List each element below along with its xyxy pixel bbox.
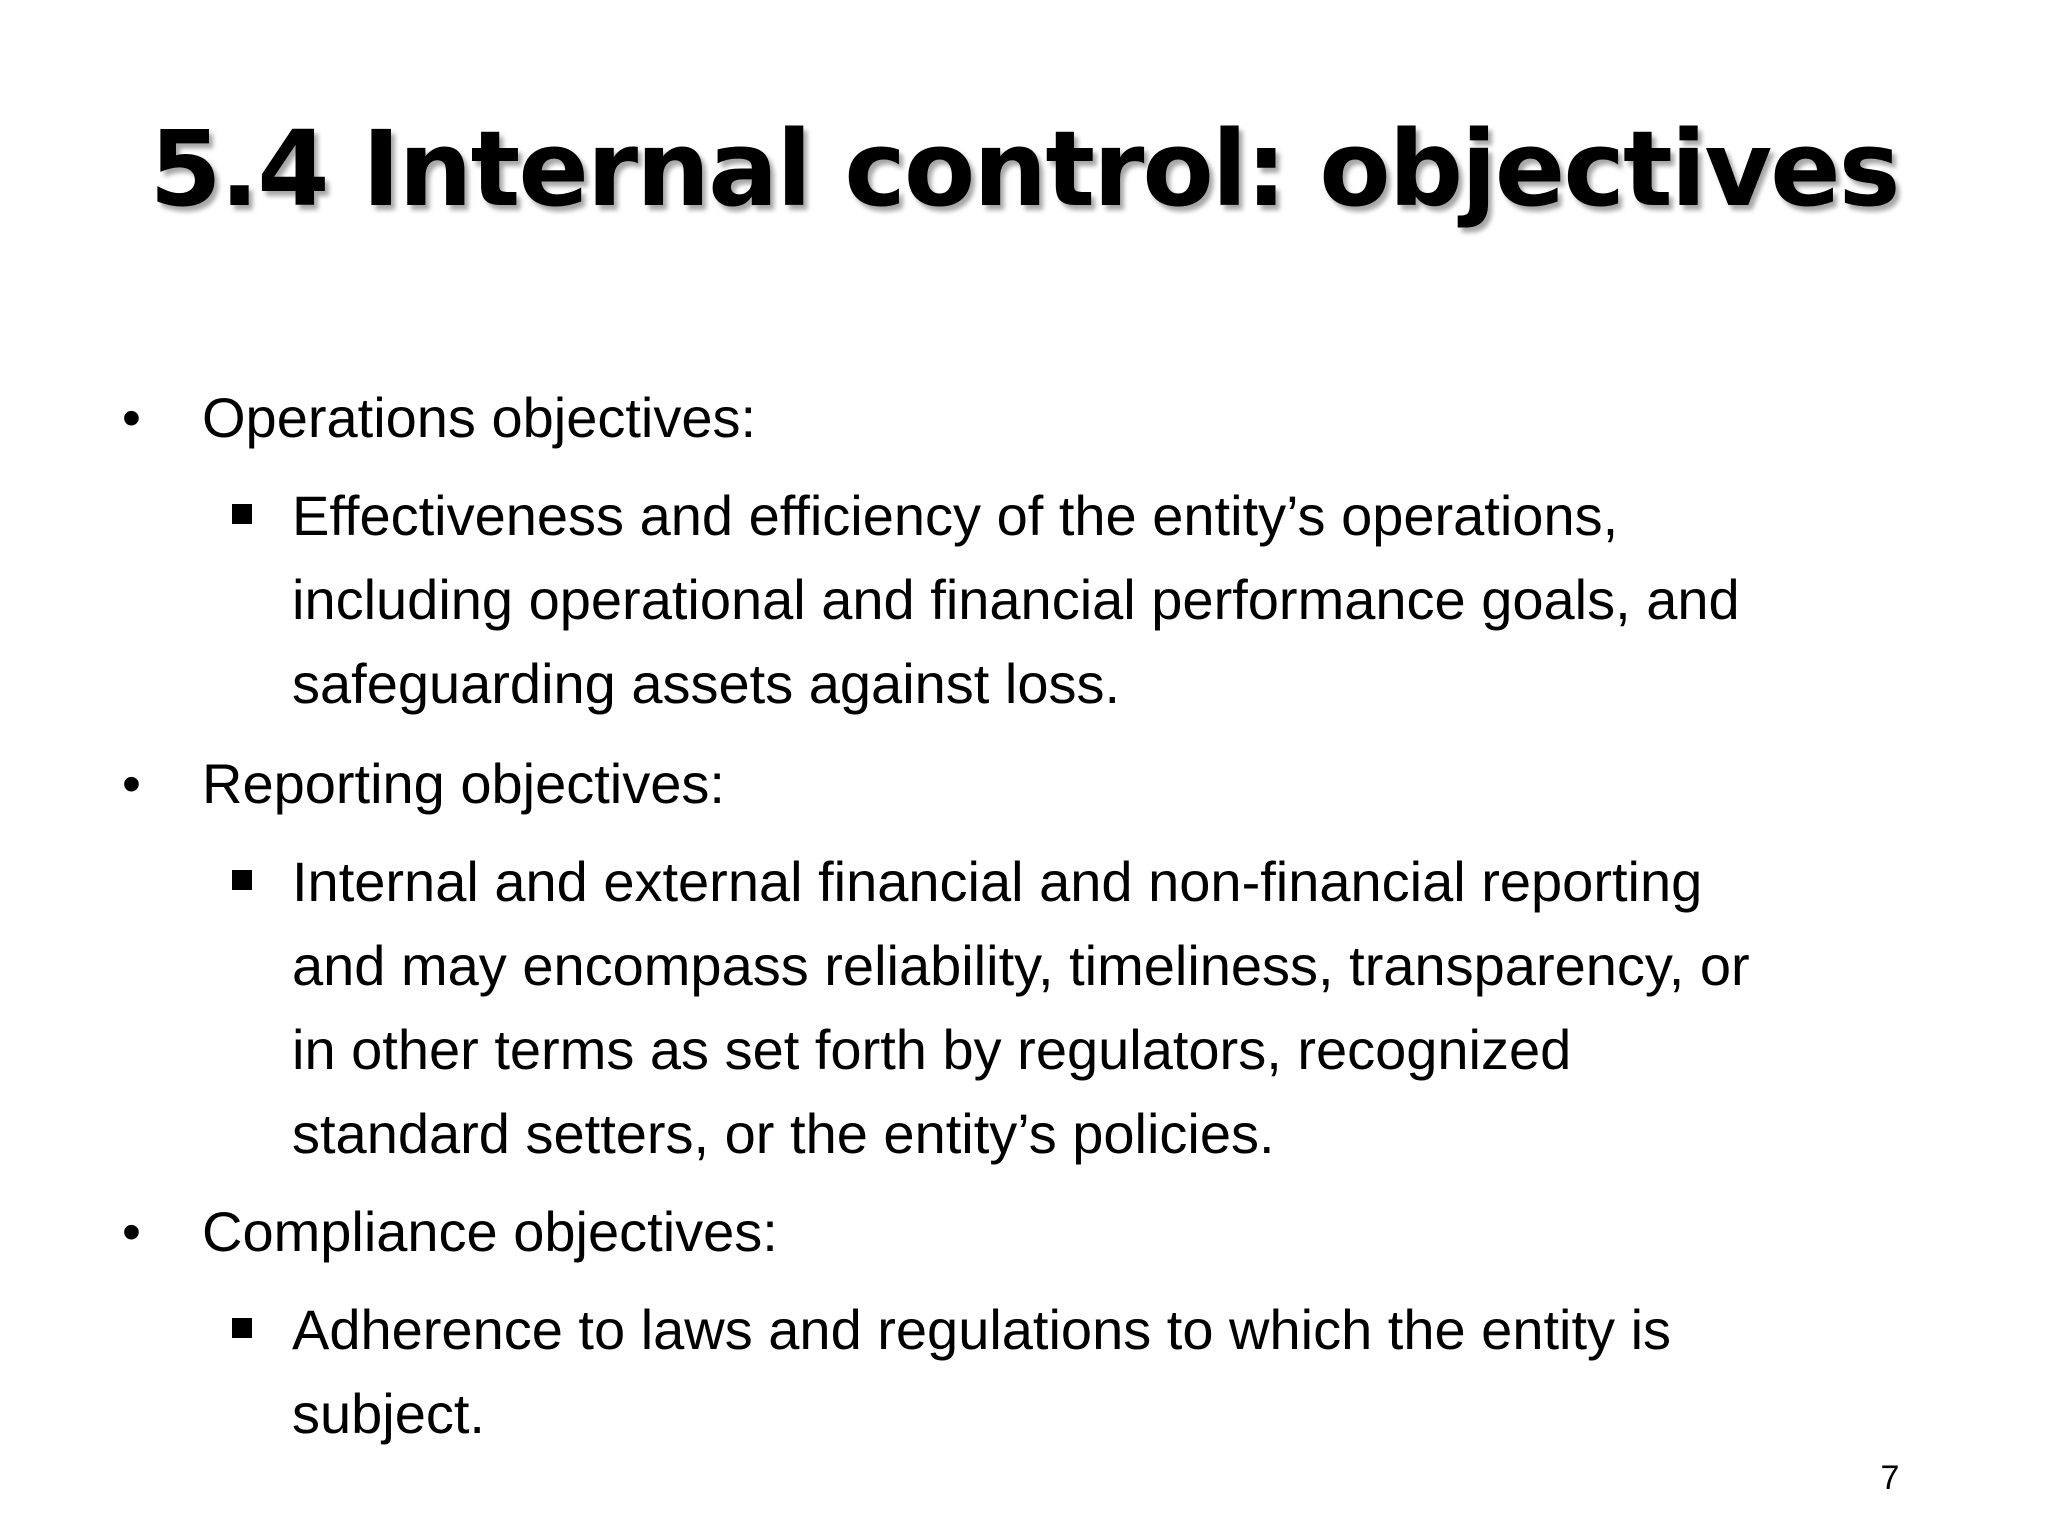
bullet-dot-icon: • (122, 754, 141, 814)
bullet-dot-icon: • (122, 1202, 141, 1262)
sub-bullet-line: including operational and financial performance goals, and (292, 568, 1740, 631)
page-number: 7 (1880, 1459, 1900, 1497)
sub-bullet-text (292, 1288, 1972, 1456)
bullet-heading: Operations objectives: (202, 386, 757, 449)
sub-bullet-line: safeguarding assets against loss. (292, 652, 1121, 715)
slide-title: 5.4 Internal control: objectives (149, 108, 1899, 230)
sub-bullet-text (292, 474, 1972, 726)
sub-bullet-line: standard setters, or the entity’s policies. (292, 1102, 1275, 1165)
square-bullet-icon (232, 1318, 252, 1338)
bullet-heading: Reporting objectives: (202, 752, 725, 815)
sub-bullet-line: and may encompass reliability, timeliness, transparency, or (292, 934, 1750, 997)
bullet-heading: Compliance objectives: (202, 1200, 778, 1263)
sub-bullet-line: subject. (292, 1382, 485, 1445)
square-bullet-icon (232, 870, 252, 890)
sub-bullet-line: Effectiveness and efficiency of the entity’s operations, (292, 484, 1619, 547)
sub-bullet-text (292, 840, 1972, 1176)
sub-bullet-line: Adherence to laws and regulations to which the entity is (292, 1298, 1672, 1361)
sub-bullet-line: Internal and external financial and non-financial reporting (292, 850, 1703, 913)
sub-bullet-line: in other terms as set forth by regulators, recognized (292, 1018, 1572, 1081)
bullet-dot-icon: • (122, 388, 141, 448)
square-bullet-icon (232, 504, 252, 524)
